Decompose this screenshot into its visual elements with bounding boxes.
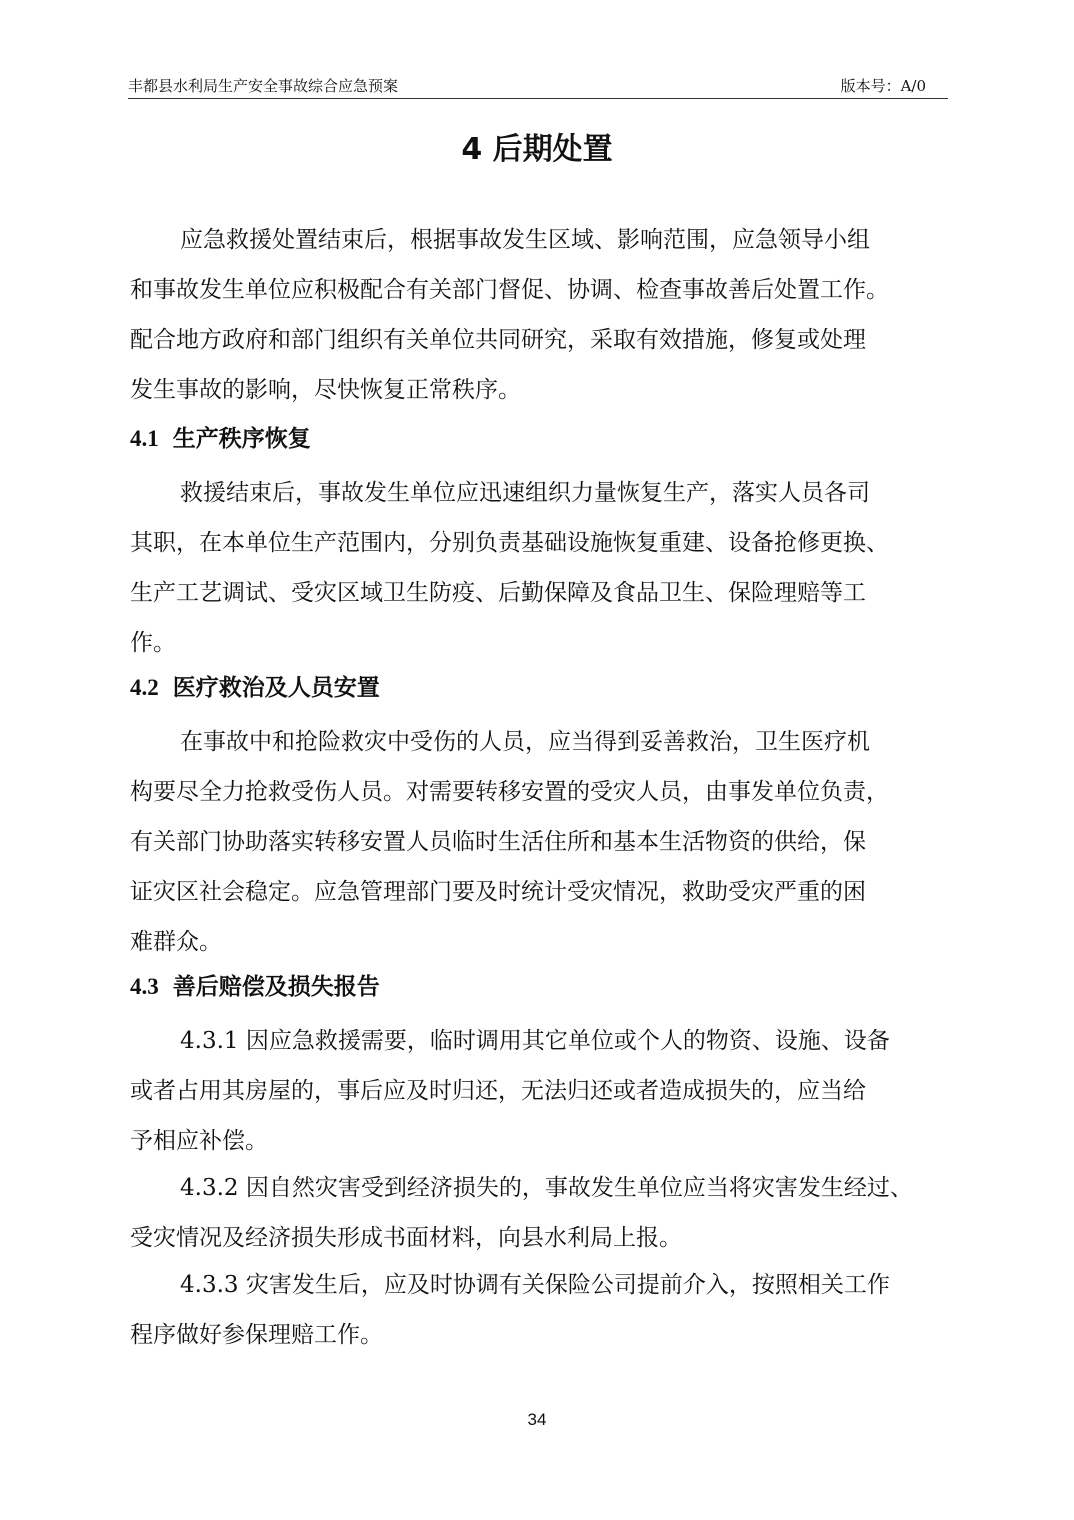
- section-title-text: 善后赔偿及损失报告: [172, 974, 380, 1000]
- paragraph-line: 受灾情况及经济损失形成书面材料，向县水利局上报。: [130, 1225, 682, 1251]
- subsection-4-3-3-paragraph: [130, 1260, 960, 1360]
- section-title-text: 医疗救治及人员安置: [172, 675, 380, 701]
- paragraph-line: 生产工艺调试、受灾区域卫生防疫、后勤保障及食品卫生、保险理赔等工: [130, 580, 866, 606]
- section-number: 4.2: [130, 675, 159, 700]
- section-number: 4.3: [130, 974, 159, 999]
- paragraph-line: 予相应补偿。: [130, 1128, 268, 1154]
- paragraph-line: 发生事故的影响，尽快恢复正常秩序。: [130, 377, 521, 403]
- subsection-4-3-1-paragraph: [130, 1016, 960, 1166]
- header-version: 版本号：A/0: [840, 77, 926, 95]
- paragraph-line: 其职，在本单位生产范围内，分别负责基础设施恢复重建、设备抢修更换、: [130, 530, 889, 556]
- section-4-2-paragraph: [130, 717, 960, 967]
- page-number: 34: [527, 1410, 547, 1429]
- paragraph-line: 有关部门协助落实转移安置人员临时生活住所和基本生活物资的供给，保: [130, 829, 866, 855]
- chapter-title: 4 后期处置: [461, 132, 613, 167]
- intro-paragraph: [130, 215, 960, 415]
- paragraph-line: 在事故中和抢险救灾中受伤的人员，应当得到妥善救治，卫生医疗机: [180, 729, 870, 755]
- paragraph-line: 或者占用其房屋的，事后应及时归还，无法归还或者造成损失的，应当给: [130, 1078, 866, 1104]
- paragraph-line: 4.3.3 灾害发生后，应及时协调有关保险公司提前介入，按照相关工作: [180, 1272, 890, 1298]
- paragraph-line: 救援结束后，事故发生单位应迅速组织力量恢复生产，落实人员各司: [180, 480, 870, 506]
- paragraph-line: 应急救援处置结束后，根据事故发生区域、影响范围，应急领导小组: [180, 227, 870, 253]
- section-title-4-1: [130, 419, 311, 459]
- paragraph-line: 构要尽全力抢救受伤人员。对需要转移安置的受灾人员，由事发单位负责，: [130, 779, 889, 805]
- paragraph-line: 难群众。: [130, 929, 222, 955]
- paragraph-line: 配合地方政府和部门组织有关单位共同研究，采取有效措施，修复或处理: [130, 327, 866, 353]
- subsection-4-3-2-paragraph: [130, 1163, 960, 1263]
- section-4-1-paragraph: [130, 468, 960, 668]
- header-document-title: 丰都县水利局生产安全事故综合应急预案: [128, 77, 399, 95]
- paragraph-line: 4.3.1 因应急救援需要，临时调用其它单位或个人的物资、设施、设备: [180, 1028, 890, 1054]
- paragraph-line: 和事故发生单位应积极配合有关部门督促、协调、检查事故善后处置工作。: [130, 277, 889, 303]
- paragraph-line: 4.3.2 因自然灾害受到经济损失的，事故发生单位应当将灾害发生经过、: [180, 1175, 913, 1201]
- section-number: 4.1: [130, 426, 159, 451]
- paragraph-line: 程序做好参保理赔工作。: [130, 1322, 383, 1348]
- paragraph-line: 证灾区社会稳定。应急管理部门要及时统计受灾情况，救助受灾严重的困: [130, 879, 866, 905]
- section-title-text: 生产秩序恢复: [172, 426, 311, 452]
- section-title-4-3: [130, 967, 380, 1007]
- section-title-4-2: [130, 668, 380, 708]
- paragraph-line: 作。: [130, 630, 176, 656]
- page-header: [128, 76, 948, 99]
